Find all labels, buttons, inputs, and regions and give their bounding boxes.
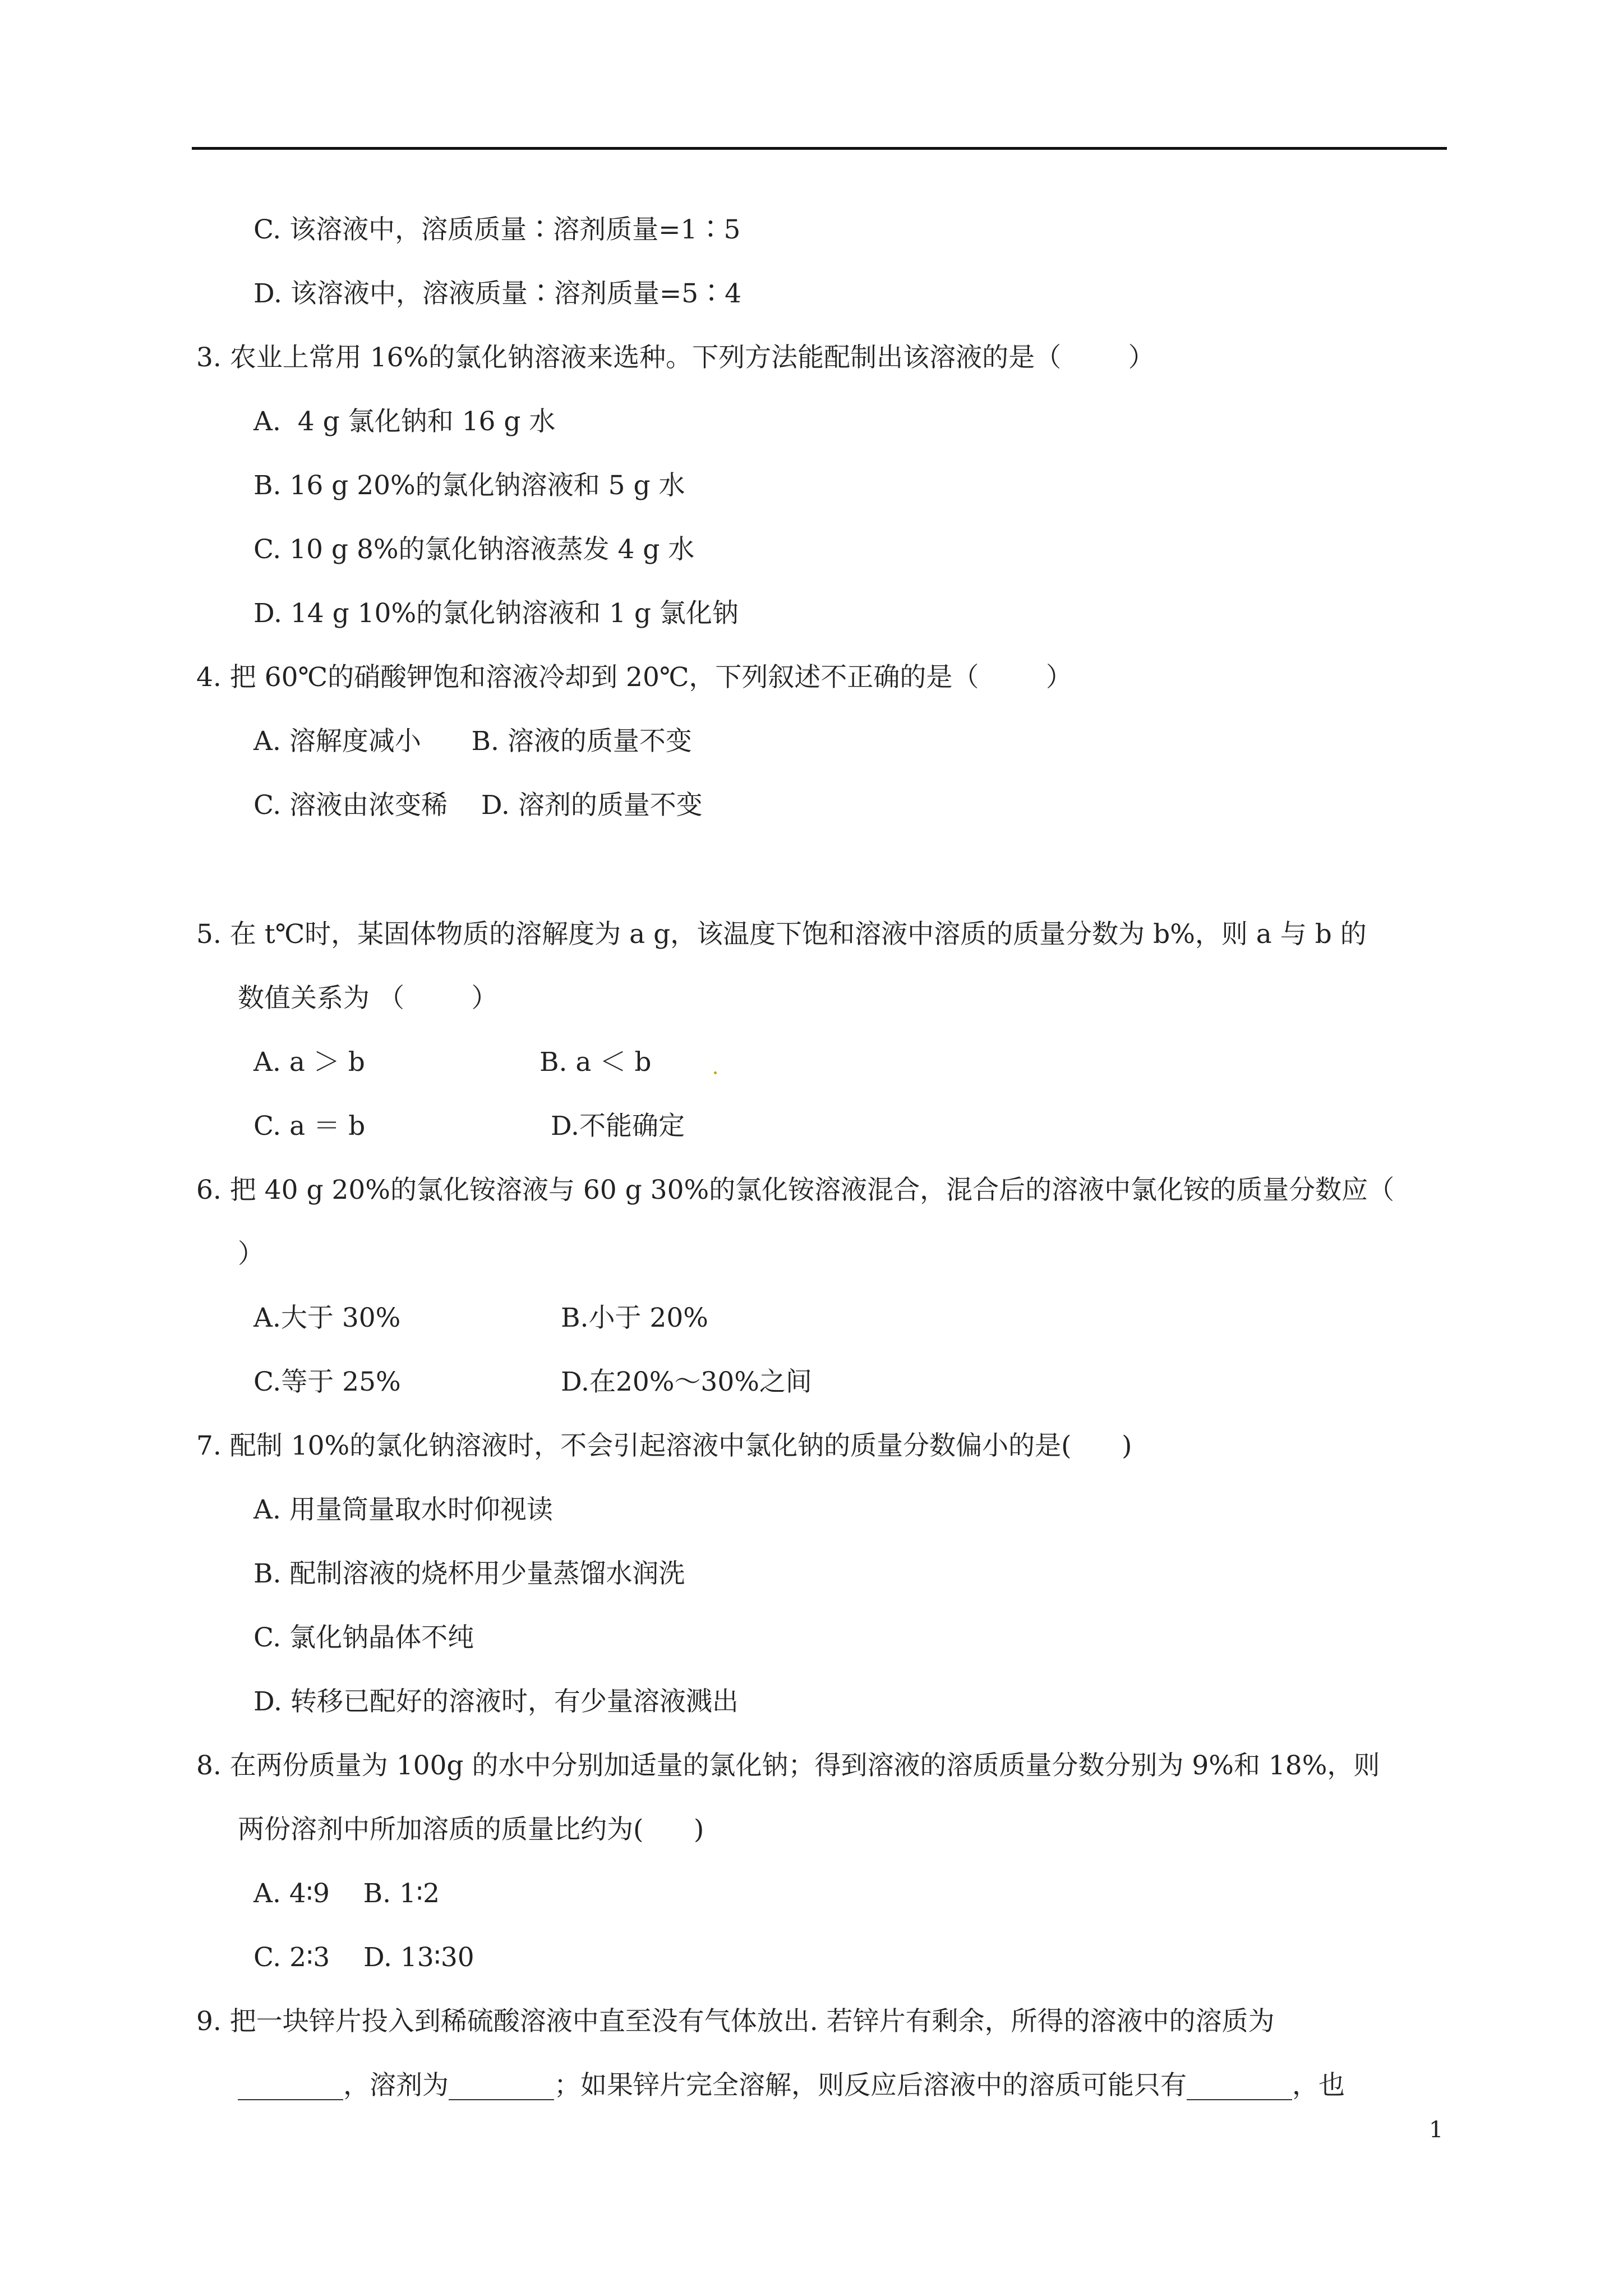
q6-option-a: A.大于 30% [253, 1303, 401, 1333]
q5-option-d: D.不能确定 [551, 1111, 685, 1142]
q5-option-c: C. a ＝ b [253, 1111, 366, 1142]
q7-option-a: A. 用量筒量取水时仰视读 [253, 1494, 553, 1525]
q3-option-c: C. 10 g 8%的氯化钠溶液蒸发 4 g 水 [253, 534, 695, 565]
q8-options-ab: A. 4∶9 B. 1∶2 [253, 1878, 440, 1909]
question-5-line-2: 数值关系为 （ ） [238, 983, 498, 1014]
q2-option-d: D. 该溶液中，溶液质量∶溶剂质量=5∶4 [253, 278, 742, 309]
question-4: 4. 把 60℃的硝酸钾饱和溶液冷却到 20℃，下列叙述不正确的是（ ） [196, 662, 1072, 693]
q3-option-b: B. 16 g 20%的氯化钠溶液和 5 g 水 [253, 470, 685, 501]
q6-option-b: B.小于 20% [561, 1303, 708, 1333]
question-9-line-2: ________，溶剂为________；如果锌片完全溶解，则反应后溶液中的溶质可能只有________，也 [238, 2070, 1345, 2101]
q4-options-ab: A. 溶解度减小 B. 溶液的质量不变 [253, 726, 692, 757]
question-6-line-1: 6. 把 40 g 20%的氯化铵溶液与 60 g 30%的氯化铵溶液混合，混合后的溶液中氯化铵的质量分数应（ [196, 1175, 1395, 1205]
question-3: 3. 农业上常用 16%的氯化钠溶液来选种。下列方法能配制出该溶液的是（ ） [196, 342, 1155, 373]
question-5-line-1: 5. 在 t℃时，某固体物质的溶解度为 a g，该温度下饱和溶液中溶质的质量分数为 b%，则 a 与 b 的 [196, 919, 1367, 950]
q6-option-d: D.在20%～30%之间 [561, 1366, 812, 1397]
question-8-line-1: 8. 在两份质量为 100g 的水中分别加适量的氯化钠；得到溶液的溶质质量分数分别为 9%和 18%，则 [196, 1750, 1380, 1781]
q2-option-c: C. 该溶液中，溶质质量∶溶剂质量=1∶5 [253, 214, 741, 245]
question-9-line-1: 9. 把一块锌片投入到稀硫酸溶液中直至没有气体放出. 若锌片有剩余，所得的溶液中的溶质为 [196, 2006, 1275, 2037]
question-7: 7. 配制 10%的氯化钠溶液时，不会引起溶液中氯化钠的质量分数偏小的是( ) [196, 1430, 1132, 1461]
q6-option-c: C.等于 25% [253, 1366, 401, 1397]
q3-option-d: D. 14 g 10%的氯化钠溶液和 1 g 氯化钠 [253, 598, 739, 629]
q7-option-b: B. 配制溶液的烧杯用少量蒸馏水润洗 [253, 1558, 685, 1589]
q7-option-d: D. 转移已配好的溶液时，有少量溶液溅出 [253, 1686, 739, 1717]
q4-options-cd: C. 溶液由浓变稀 D. 溶剂的质量不变 [253, 790, 703, 821]
question-6-line-2: ） [238, 1239, 264, 1269]
header-rule [192, 147, 1447, 150]
q7-option-c: C. 氯化钠晶体不纯 [253, 1622, 474, 1653]
question-8-line-2: 两份溶剂中所加溶质的质量比约为( ) [238, 1814, 704, 1845]
page-number: 1 [1429, 2117, 1444, 2143]
q5-option-a: A. a ＞ b [253, 1047, 365, 1078]
stray-dot [714, 1071, 717, 1074]
q8-options-cd: C. 2∶3 D. 13∶30 [253, 1942, 474, 1973]
q3-option-a: A. 4 g 氯化钠和 16 g 水 [253, 406, 556, 437]
q5-option-b: B. a ＜ b [540, 1047, 652, 1078]
